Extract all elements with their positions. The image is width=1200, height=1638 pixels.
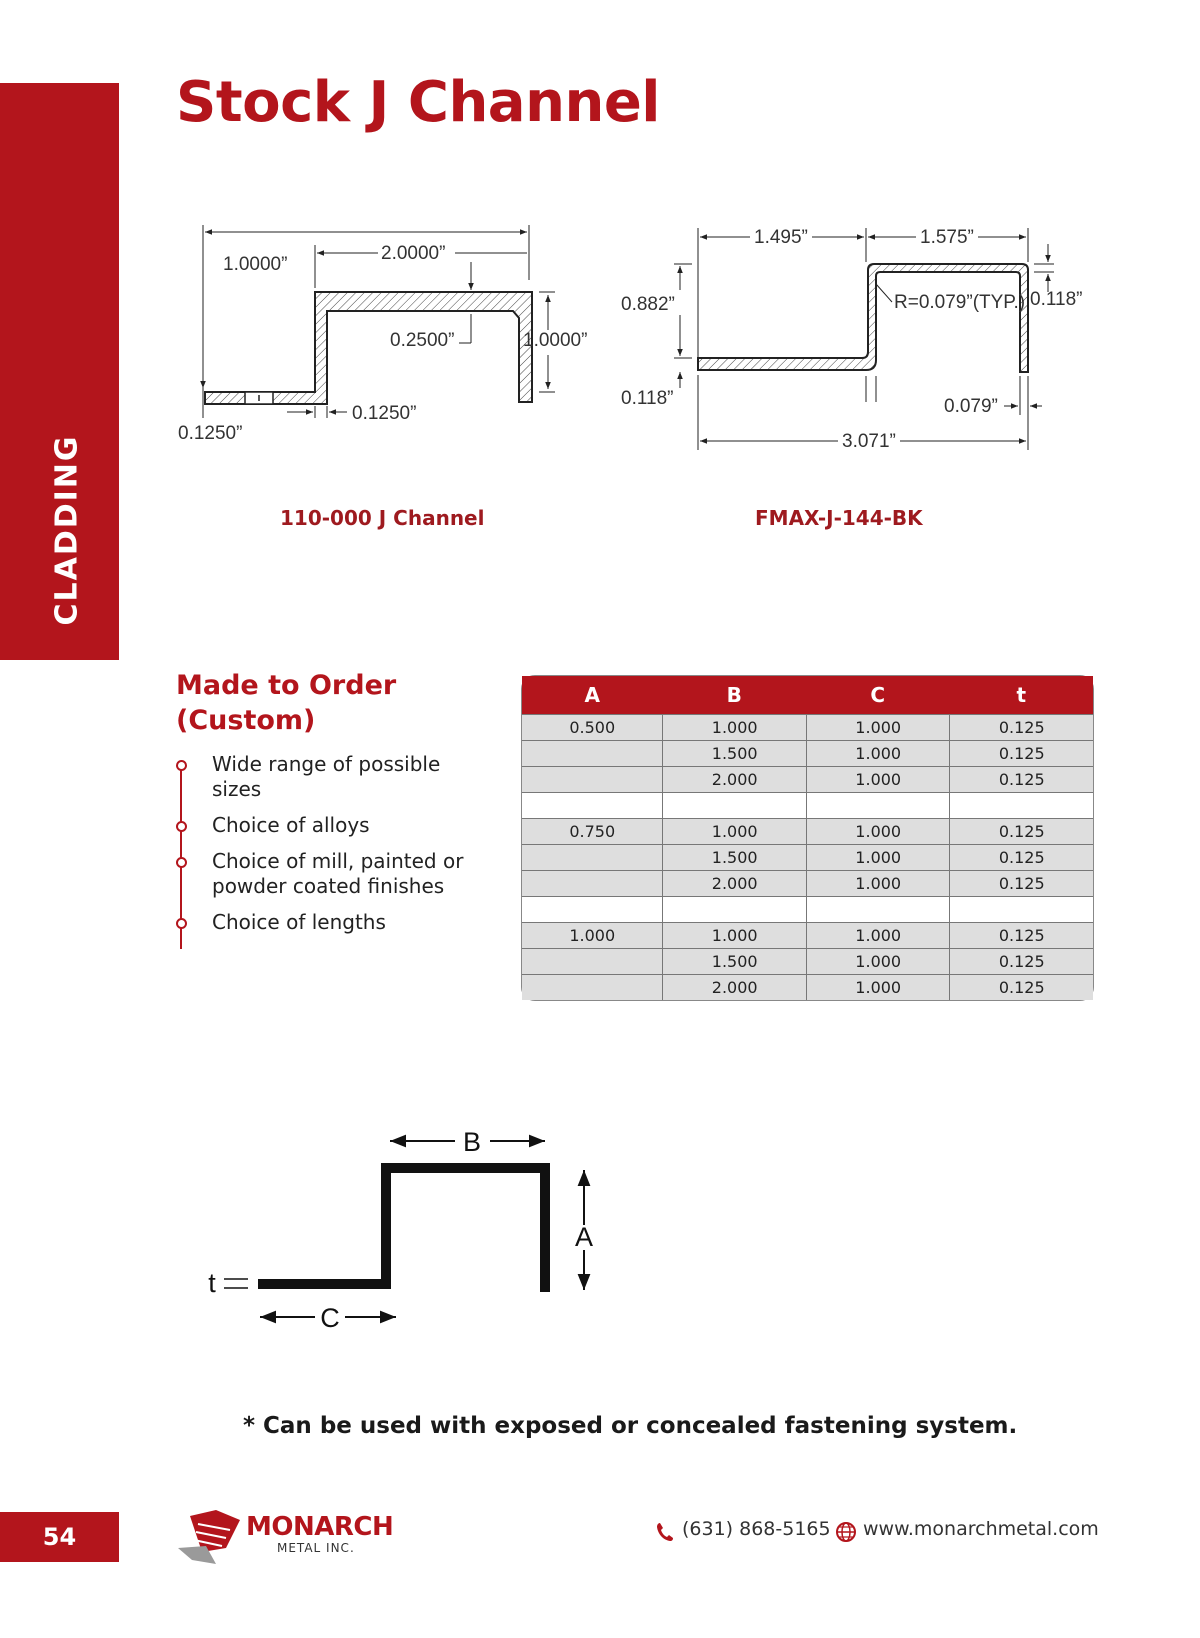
table-cell bbox=[522, 766, 662, 792]
website-link[interactable]: www.monarchmetal.com bbox=[863, 1518, 1099, 1540]
table-cell bbox=[522, 948, 662, 974]
page-title: Stock J Channel bbox=[176, 70, 661, 135]
right-drawing-caption: FMAX-J-144-BK bbox=[755, 506, 923, 530]
dim-thickness-left-label: 0.1250” bbox=[178, 423, 243, 444]
table-cell bbox=[662, 896, 806, 922]
table-cell: 2.000 bbox=[662, 766, 806, 792]
section-label: CLADDING bbox=[49, 434, 85, 626]
table-cell: 1.000 bbox=[806, 818, 950, 844]
table-cell: 1.000 bbox=[806, 766, 950, 792]
table-cell: 0.125 bbox=[949, 922, 1093, 948]
column-header-c: C bbox=[806, 676, 950, 714]
table-cell: 1.000 bbox=[522, 922, 662, 948]
table-row bbox=[522, 714, 1093, 740]
feature-list bbox=[176, 752, 476, 934]
table-cell: 1.500 bbox=[662, 844, 806, 870]
table-row bbox=[522, 922, 1093, 948]
dim-top-label: 1.0000” bbox=[223, 254, 288, 275]
table-cell: 0.125 bbox=[949, 714, 1093, 740]
dim-flange-label: 0.118” bbox=[1030, 289, 1083, 310]
bullet-dot-icon bbox=[176, 821, 187, 832]
dim-lip-label: 0.079” bbox=[944, 396, 998, 417]
table-header-row bbox=[522, 676, 1093, 714]
dim-height-label-right: 0.882” bbox=[621, 294, 675, 315]
table-cell bbox=[522, 974, 662, 1000]
label-a: A bbox=[574, 1222, 594, 1252]
table-cell: 1.500 bbox=[662, 740, 806, 766]
table-cell: 1.000 bbox=[806, 740, 950, 766]
column-header-b: B bbox=[662, 676, 806, 714]
label-t: t bbox=[208, 1268, 216, 1298]
table-row bbox=[522, 766, 1093, 792]
brand-subtitle: METAL INC. bbox=[277, 1541, 355, 1555]
dim-inner-label: 0.2500” bbox=[390, 330, 455, 351]
label-c: C bbox=[320, 1303, 340, 1333]
table-cell: 0.125 bbox=[949, 870, 1093, 896]
table-cell: 1.000 bbox=[806, 870, 950, 896]
table-row bbox=[522, 948, 1093, 974]
table-cell: 2.000 bbox=[662, 870, 806, 896]
table-row bbox=[522, 818, 1093, 844]
table-cell: 1.000 bbox=[806, 948, 950, 974]
phone-icon bbox=[655, 1521, 675, 1543]
dim-width-label: 2.0000” bbox=[381, 243, 446, 264]
dim-overall-label: 3.071” bbox=[842, 431, 896, 452]
table-spacer-row bbox=[522, 792, 1093, 818]
table-cell: 0.125 bbox=[949, 948, 1093, 974]
table-cell: 0.125 bbox=[949, 974, 1093, 1000]
list-item: Wide range of possible sizes bbox=[176, 752, 476, 802]
table-cell bbox=[806, 896, 950, 922]
table-cell: 1.000 bbox=[806, 922, 950, 948]
table-cell: 0.500 bbox=[522, 714, 662, 740]
table-cell: 0.125 bbox=[949, 740, 1093, 766]
table-row bbox=[522, 844, 1093, 870]
table-cell: 1.000 bbox=[806, 844, 950, 870]
list-item: Choice of lengths bbox=[176, 910, 476, 935]
left-drawing-caption: 110-000 J Channel bbox=[280, 506, 485, 530]
dim-thickness-right-label: 0.1250” bbox=[352, 403, 417, 424]
table-cell: 0.750 bbox=[522, 818, 662, 844]
table-cell: 1.500 bbox=[662, 948, 806, 974]
made-to-order-title: Made to Order (Custom) bbox=[176, 670, 397, 736]
table-row bbox=[522, 740, 1093, 766]
page-number-box bbox=[0, 1512, 119, 1562]
table-cell bbox=[522, 844, 662, 870]
phone-number[interactable]: (631) 868-5165 bbox=[682, 1518, 831, 1540]
table-cell: 1.000 bbox=[662, 922, 806, 948]
table-cell: 0.125 bbox=[949, 844, 1093, 870]
column-header-t: t bbox=[949, 676, 1093, 714]
table-row bbox=[522, 870, 1093, 896]
table-cell: 0.125 bbox=[949, 818, 1093, 844]
page-number: 54 bbox=[42, 1523, 77, 1551]
dim-left-width-label: 1.495” bbox=[754, 227, 808, 248]
table-cell bbox=[949, 896, 1093, 922]
table-cell: 1.000 bbox=[806, 714, 950, 740]
globe-icon bbox=[835, 1521, 857, 1543]
dim-height-label: 1.0000” bbox=[523, 330, 588, 351]
list-item: Choice of mill, painted or powder coated finishes bbox=[176, 849, 476, 899]
table-cell: 1.000 bbox=[662, 714, 806, 740]
table-cell bbox=[522, 792, 662, 818]
table-cell bbox=[806, 792, 950, 818]
list-item: Choice of alloys bbox=[176, 813, 476, 838]
table-spacer-row bbox=[522, 896, 1093, 922]
table-cell bbox=[522, 896, 662, 922]
column-header-a: A bbox=[522, 676, 662, 714]
fmax-j-144-bk-drawing bbox=[621, 210, 1100, 460]
table-cell: 2.000 bbox=[662, 974, 806, 1000]
profile-dimension-diagram bbox=[200, 1125, 620, 1340]
table-cell bbox=[949, 792, 1093, 818]
table-cell bbox=[662, 792, 806, 818]
dim-radius-label: R=0.079”(TYP.) bbox=[894, 292, 1026, 313]
monarch-logo-icon bbox=[176, 1508, 244, 1566]
table-cell: 1.000 bbox=[662, 818, 806, 844]
dimensions-table bbox=[521, 675, 1094, 1001]
table-cell: 1.000 bbox=[806, 974, 950, 1000]
bullet-dot-icon bbox=[176, 918, 187, 929]
dim-thickness-label-right: 0.118” bbox=[621, 388, 674, 409]
bullet-dot-icon bbox=[176, 760, 187, 771]
bullet-dot-icon bbox=[176, 857, 187, 868]
brand-name: MONARCH bbox=[246, 1512, 394, 1542]
label-b: B bbox=[462, 1127, 482, 1157]
table-cell bbox=[522, 740, 662, 766]
j-channel-110-000-drawing bbox=[175, 210, 615, 460]
table-cell: 0.125 bbox=[949, 766, 1093, 792]
table-cell bbox=[522, 870, 662, 896]
dim-right-width-label: 1.575” bbox=[920, 227, 974, 248]
fastening-note: * Can be used with exposed or concealed fastening system. bbox=[243, 1413, 1018, 1439]
table-row bbox=[522, 974, 1093, 1000]
